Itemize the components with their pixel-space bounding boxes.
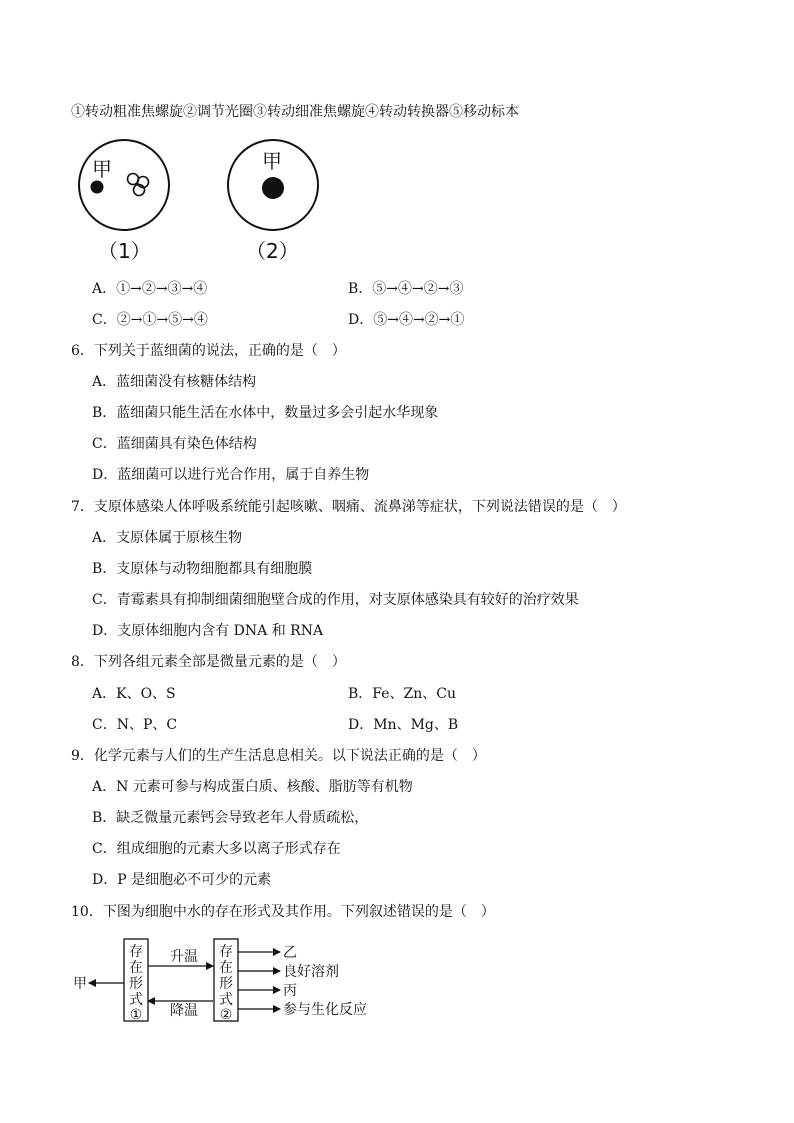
q7-stem: 7．支原体感染人体呼吸系统能引起咳嗽、咽痛、流鼻涕等症状，下列说法错误的是（ ） xyxy=(71,499,626,515)
q5-option-a[interactable]: A．①→②→③→④ xyxy=(92,281,208,297)
q9-option-c[interactable]: C．组成细胞的元素大多以离子形式存在 xyxy=(92,841,341,857)
box2-char-4: 式 xyxy=(219,992,233,1008)
box1-char-3: 形 xyxy=(129,976,143,992)
output-bing: 丙 xyxy=(283,983,297,999)
q6-option-b[interactable]: B．蓝细菌只能生活在水体中，数量过多会引起水华现象 xyxy=(92,405,439,421)
q6-option-d[interactable]: D．蓝细菌可以进行光合作用，属于自养生物 xyxy=(92,467,370,483)
q9-stem: 9．化学元素与人们的生产生活息息相关。以下说法正确的是（ ） xyxy=(71,748,486,764)
q5-microscope-figure xyxy=(70,138,340,270)
q7-option-b[interactable]: B．支原体与动物细胞都具有细胞膜 xyxy=(92,561,313,577)
label-heat-up: 升温 xyxy=(170,949,198,965)
q5-option-c[interactable]: C．②→①→⑤→④ xyxy=(92,312,208,328)
box2-char-3: 形 xyxy=(219,976,233,992)
q6-stem: 6．下列关于蓝细菌的说法，正确的是（ ） xyxy=(71,343,346,359)
label-jia-2: 甲 xyxy=(262,149,282,173)
q5-steps-line: ①转动粗准焦螺旋②调节光圈③转动细准焦螺旋④转动转换器⑤移动标本 xyxy=(71,104,519,120)
box1-char-1: 存 xyxy=(129,944,143,960)
caption-2: （2） xyxy=(246,239,299,263)
output-biochem-reaction: 参与生化反应 xyxy=(283,1002,367,1018)
box1-char-5: ① xyxy=(129,1007,143,1023)
q6-option-a[interactable]: A．蓝细菌没有核糖体结构 xyxy=(92,374,257,390)
box2-char-5: ② xyxy=(219,1007,233,1023)
q9-option-a[interactable]: A．N 元素可参与构成蛋白质、核酸、脂肪等有机物 xyxy=(92,779,413,795)
q6-option-c[interactable]: C．蓝细菌具有染色体结构 xyxy=(92,436,257,452)
box2-char-2: 在 xyxy=(219,960,233,976)
q8-stem: 8．下列各组元素全部是微量元素的是（ ） xyxy=(71,654,346,670)
q7-option-c[interactable]: C．青霉素具有抑制细菌细胞壁合成的作用，对支原体感染具有较好的治疗效果 xyxy=(92,592,579,608)
q9-option-d[interactable]: D．P 是细胞必不可少的元素 xyxy=(92,872,272,888)
specimen-jia-large xyxy=(262,177,284,199)
label-cool-down: 降温 xyxy=(170,1003,198,1019)
box2-char-1: 存 xyxy=(219,944,233,960)
q8-option-a[interactable]: A．K、O、S xyxy=(92,686,176,702)
output-yi: 乙 xyxy=(283,945,297,961)
q8-option-c[interactable]: C．N、P、C xyxy=(92,717,178,733)
q5-option-b[interactable]: B．⑤→④→②→③ xyxy=(348,281,464,297)
label-jia: 甲 xyxy=(73,976,87,992)
q7-option-d[interactable]: D．支原体细胞内含有 DNA 和 RNA xyxy=(92,623,324,639)
q9-option-b[interactable]: B．缺乏微量元素钙会导致老年人骨质疏松， xyxy=(92,810,369,826)
output-good-solvent: 良好溶剂 xyxy=(283,964,339,980)
q7-option-a[interactable]: A．支原体属于原核生物 xyxy=(92,530,243,546)
specimen-jia-small xyxy=(91,181,104,194)
q10-water-forms-diagram xyxy=(70,935,390,1027)
q8-option-d[interactable]: D．Mn、Mg、B xyxy=(348,717,459,733)
q10-stem: 10．下图为细胞中水的存在形式及其作用。下列叙述错误的是（ ） xyxy=(71,904,495,920)
label-jia-1: 甲 xyxy=(92,157,112,181)
q5-option-d[interactable]: D．⑤→④→②→① xyxy=(348,312,465,328)
caption-1: （1） xyxy=(98,239,151,263)
box1-char-2: 在 xyxy=(129,960,143,976)
q8-option-b[interactable]: B．Fe、Zn、Cu xyxy=(348,686,456,702)
box1-char-4: 式 xyxy=(129,992,143,1008)
